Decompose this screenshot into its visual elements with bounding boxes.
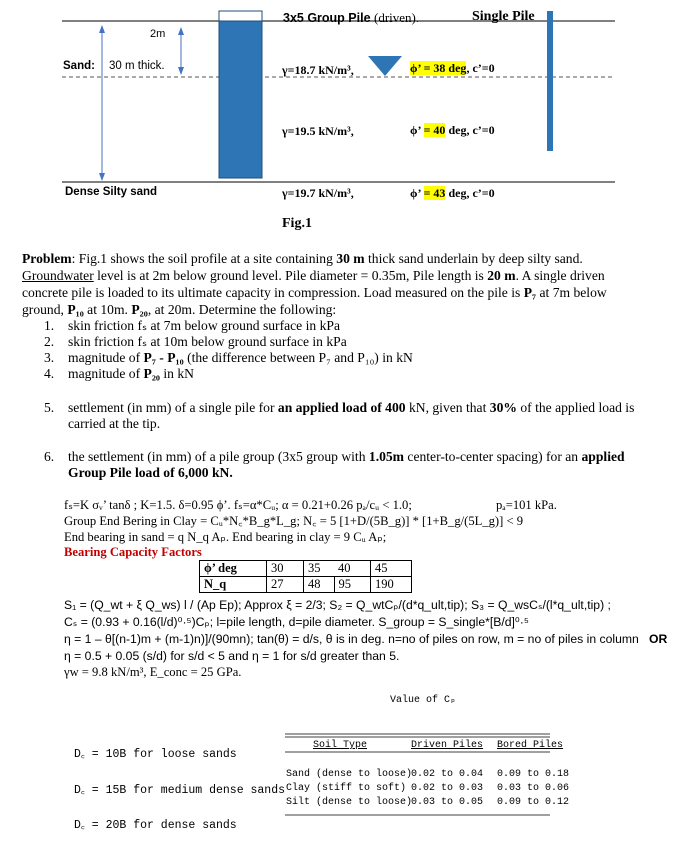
question-text [68, 449, 625, 465]
problem-line1-end: thick sand underlain by deep silty sand. [364, 251, 583, 266]
question-2 [44, 334, 644, 350]
thickness-arrow-bottom-head [99, 173, 105, 181]
phi-layer3-value: = 43 [423, 186, 446, 200]
group-pile-driven: (driven). [374, 10, 420, 25]
group-pile-cap [219, 11, 262, 21]
phi-layer1-rest: , c’=0 [466, 61, 495, 75]
bc-cell: 35 [304, 561, 335, 577]
cp-row-3-driven: 0.03 to 0.05 [411, 797, 484, 808]
p20-symbol: P₂₀ [131, 302, 148, 317]
phi-layer3-rest: deg, c’=0 [445, 186, 495, 200]
problem-line-1 [22, 250, 652, 267]
bc-cell: 30 [267, 561, 304, 577]
question-number: 4. [44, 366, 55, 381]
p7-symbol: P₇ [523, 285, 537, 300]
phi-layer2-value: = 40 [423, 123, 446, 137]
formula-skin-friction [64, 497, 644, 513]
question-4 [44, 366, 644, 382]
phi-layer2-prefix: ϕ’ [410, 123, 424, 137]
bc-cell: 95 [334, 577, 371, 593]
problem-30m: 30 m [336, 251, 365, 266]
depth-2m-arrow-bottom-head [178, 67, 184, 75]
groundwater-word: Groundwater [22, 268, 94, 283]
problem-line-3 [22, 284, 652, 301]
figure-caption: Fig.1 [282, 216, 312, 231]
single-pile [547, 11, 553, 151]
cp-row-1-driven: 0.02 to 0.04 [411, 769, 484, 780]
cp-row-1-bored: 0.09 to 0.18 [497, 769, 570, 780]
q5-part-a: settlement (in mm) of a single pile for [68, 400, 278, 415]
question-text: skin friction fₛ at 10m below ground surface in kPa [68, 334, 347, 349]
group-pile-label: 3x5 Group Pile [283, 11, 371, 25]
question-6 [44, 449, 674, 483]
depth-2m-arrow-top-head [178, 27, 184, 35]
problem-label: Problem [22, 251, 72, 266]
question-text [68, 400, 634, 416]
q6-part-e: Group Pile load of 6,000 kN [68, 465, 230, 480]
phi-layer2-rest: deg, c’=0 [445, 123, 495, 137]
phi-layer1 [410, 61, 495, 76]
cp-row-2-driven: 0.02 to 0.03 [411, 783, 484, 794]
bc-cell: 40 [334, 561, 371, 577]
bearing-capacity-grid [199, 560, 412, 593]
phi-layer1-value: ϕ’ = 38 deg [410, 61, 467, 75]
q5-part-e: of the applied load is [516, 400, 635, 415]
q5-part-f: carried at the tip. [68, 416, 161, 431]
formula-end-bearing: End bearing in sand = q N_q Aₚ. End bearing in clay = 9 Cᵤ Aₚ; [64, 530, 387, 544]
cp-header-soil: Soil Type [313, 740, 368, 751]
q5-part-b: an applied load of 400 [277, 400, 406, 415]
bearing-capacity-table [199, 560, 412, 593]
gamma-layer1: γ=18.7 kN/m³, [282, 63, 354, 77]
sand-label: Sand: [63, 60, 95, 72]
bc-cell: 190 [371, 577, 412, 593]
thickness-label: 30 m thick. [109, 60, 165, 72]
q4-part-b: P₂₀ [143, 366, 160, 381]
question-number: 3. [44, 350, 55, 365]
question-number: 6. [44, 449, 55, 464]
question-1 [44, 318, 644, 334]
problem-line2-end: . A single driven [515, 268, 605, 283]
bc-cell: 27 [267, 577, 304, 593]
phi-layer2 [410, 123, 495, 138]
problem-line4-text: ground, [22, 302, 68, 317]
q6-part-b: 1.05m [368, 449, 405, 464]
gamma-layer2: γ=19.5 kN/m³, [282, 124, 354, 138]
problem-line3-text: concrete pile is loaded to its ultimate capacity in compression. Load measured on the pile is [22, 285, 524, 300]
question-text-line2 [68, 465, 233, 481]
soil-profile-drawing [0, 0, 682, 240]
formula-group-end-bearing: Group End Bering in Clay = Cᵤ*N꜀*B_g*L_g; N꜀ = 5 [1+D/(5B_g)] * [1+B_g/(5L_g)] < 9 [64, 514, 524, 528]
cp-row-2-soil: Clay (stiff to soft) [286, 783, 407, 794]
problem-line1-text: : Fig.1 shows the soil profile at a site containing [71, 251, 337, 266]
q4-part-a: magnitude of [68, 366, 144, 381]
formula-or-word: OR [649, 632, 668, 646]
water-table-symbol [368, 56, 402, 76]
group-pile-title [283, 10, 419, 26]
q6-part-c: center-to-center spacing) for an [404, 449, 582, 464]
formula-unit-weight: γw = 9.8 kN/m³, E_conc = 25 GPa. [64, 665, 242, 679]
question-text [68, 350, 413, 366]
bc-header-cell: ϕ’ deg [200, 561, 267, 577]
formula-cs: Cₛ = (0.93 + 0.16(l/d)⁰·⁵)Cₚ; l=pile length, d=pile diameter. S_group = S_single*[B/d]⁰·⁵ [64, 615, 529, 629]
problem-line-2 [22, 267, 652, 284]
cp-row-3-soil: Silt (dense to loose) [286, 797, 413, 808]
question-number: 2. [44, 334, 55, 349]
formula-efficiency-2: η = 0.5 + 0.05 (s/d) for s/d < 5 and η = 1 for s/d greater than 5. [64, 649, 400, 663]
formula-skin-friction-text: fₛ=K σᵥ’ tanδ ; K=1.5. δ=0.95 ϕ’. fₛ=α*Cᵤ; α = 0.21+0.26 pₐ/cᵤ < 1.0; [64, 498, 412, 512]
single-pile-label: Single Pile [472, 9, 535, 24]
bearing-capacity-title: Bearing Capacity Factors [64, 545, 202, 559]
table-row [200, 561, 412, 577]
bc-header-cell: N_q [200, 577, 267, 593]
thickness-arrow-top-head [99, 25, 105, 33]
dim-2m-label: 2m [150, 28, 166, 40]
cp-row-1-soil: Sand (dense to loose) [286, 769, 413, 780]
group-pile-block [219, 11, 262, 178]
problem-line3-end: at 7m below [536, 285, 607, 300]
cp-row-3-bored: 0.09 to 0.12 [497, 797, 570, 808]
phi-layer3 [410, 186, 495, 201]
q6-part-f: . [229, 465, 233, 480]
phi-layer3-prefix: ϕ’ [410, 186, 424, 200]
problem-line4-mid: at 10m. [83, 302, 132, 317]
formula-efficiency-1-text: η = 1 – θ[(n-1)m + (m-1)n)]/(90mn); tan(θ) = d/s, θ is in deg. n=no of piles on row, m = no of piles in column [64, 632, 639, 646]
problem-line4-end: , at 20m. Determine the following: [147, 302, 337, 317]
q4-part-c: in kN [159, 366, 194, 381]
formula-pa-value: pₐ=101 kPa. [496, 498, 557, 512]
pile-length-value: 20 m [487, 268, 516, 283]
question-text [68, 366, 194, 382]
question-number: 1. [44, 318, 55, 333]
cp-header-driven: Driven Piles [411, 740, 484, 751]
question-3 [44, 350, 644, 366]
cp-row-2-bored: 0.03 to 0.06 [497, 783, 570, 794]
p10-symbol: P₁₀ [67, 302, 84, 317]
dc-dense: D꜀ = 20B for dense sands [74, 819, 237, 832]
formula-efficiency-1 [64, 631, 674, 647]
question-number: 5. [44, 400, 55, 415]
dense-silty-label: Dense Silty sand [65, 186, 158, 198]
cp-table-title: Value of Cₚ [390, 695, 457, 706]
soil-profile-figure [0, 0, 682, 240]
table-row [200, 577, 412, 593]
problem-line-4 [22, 301, 652, 318]
q5-part-d: 30% [489, 400, 517, 415]
formula-settlement: S₁ = (Q_wt + ξ Q_ws) l / (Ap Ep); Approx ξ = 2/3; S₂ = Q_wtCₚ/(d*q_ult,tip); S₃ = Q_wsCₛ/(l*q_ult,tip) ; [64, 598, 611, 612]
question-5 [44, 400, 674, 434]
bc-cell: 45 [371, 561, 412, 577]
cp-header-bored: Bored Piles [497, 740, 564, 751]
gamma-layer3: γ=19.7 kN/m³, [282, 186, 354, 200]
dc-medium: D꜀ = 15B for medium dense sands [74, 784, 286, 797]
bc-cell: 48 [304, 577, 335, 593]
question-text: skin friction fₛ at 7m below ground surface in kPa [68, 318, 340, 333]
problem-statement [22, 250, 652, 318]
q5-part-c: kN, given that [405, 400, 490, 415]
problem-line2-text: level is at 2m below ground level. Pile diameter = 0.35m, Pile length is [93, 268, 488, 283]
dc-loose: D꜀ = 10B for loose sands [74, 748, 237, 761]
q3-part-a: magnitude of [68, 350, 144, 365]
q3-part-b: P₇ - P₁₀ [143, 350, 184, 365]
q6-part-d: applied [581, 449, 625, 464]
q6-part-a: the settlement (in mm) of a pile group (3x5 group with [68, 449, 369, 464]
q3-part-c: (the difference between P₇ and P₁₀) in kN [183, 350, 413, 365]
